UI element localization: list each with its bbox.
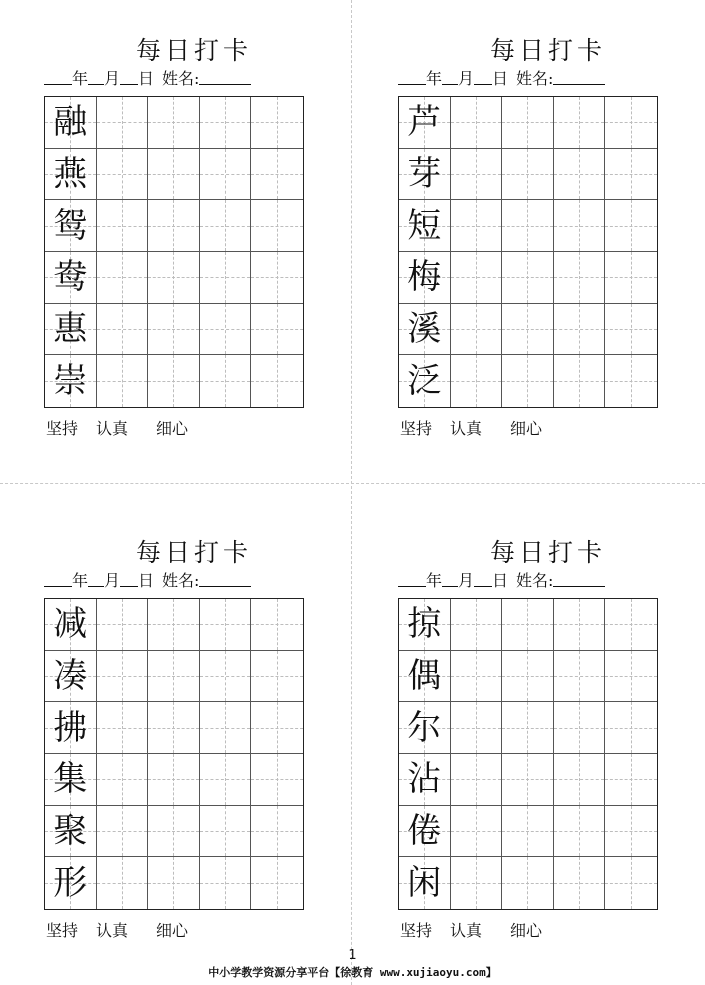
model-char-cell: [45, 252, 97, 304]
model-char: 崇: [53, 361, 88, 402]
practice-cell[interactable]: [251, 149, 303, 201]
practice-cell[interactable]: [200, 355, 252, 407]
practice-cell[interactable]: [554, 252, 606, 304]
model-char-cell: [399, 355, 451, 407]
practice-cell[interactable]: [451, 304, 503, 356]
date-name-line: [398, 570, 698, 592]
practice-cell[interactable]: [605, 304, 657, 356]
practice-cell[interactable]: [554, 355, 606, 407]
model-char: 溪: [407, 308, 442, 349]
practice-cell[interactable]: [97, 599, 149, 651]
practice-cell[interactable]: [200, 149, 252, 201]
model-char-cell: [399, 806, 451, 858]
model-char: 燕: [53, 153, 88, 194]
practice-cell[interactable]: [251, 200, 303, 252]
practice-cell[interactable]: [200, 857, 252, 909]
practice-cell[interactable]: [502, 651, 554, 703]
model-char: 尔: [407, 707, 442, 748]
model-char-cell: [45, 304, 97, 356]
practice-cell[interactable]: [251, 97, 303, 149]
practice-cell[interactable]: [97, 149, 149, 201]
practice-cell[interactable]: [605, 857, 657, 909]
model-char: 短: [407, 205, 442, 246]
motto-earnest: 认真: [450, 419, 483, 438]
practice-cell[interactable]: [251, 304, 303, 356]
name-label: 姓名:: [162, 69, 200, 88]
practice-cell[interactable]: [148, 304, 200, 356]
motto-persist: 坚持: [46, 419, 79, 438]
practice-cell[interactable]: [502, 857, 554, 909]
practice-cell[interactable]: [97, 651, 149, 703]
day-blank[interactable]: [474, 571, 492, 587]
practice-cell[interactable]: [200, 599, 252, 651]
date-name-line: [44, 570, 344, 592]
practice-cell[interactable]: [554, 651, 606, 703]
model-char-cell: [399, 149, 451, 201]
practice-cell[interactable]: [200, 806, 252, 858]
model-char-cell: [45, 806, 97, 858]
model-char-cell: [399, 304, 451, 356]
model-char: 梅: [407, 257, 442, 298]
practice-cell[interactable]: [200, 651, 252, 703]
practice-cell[interactable]: [148, 702, 200, 754]
practice-cell[interactable]: [97, 806, 149, 858]
motto-earnest: 认真: [96, 921, 129, 940]
practice-cell[interactable]: [451, 149, 503, 201]
motto-careful: 细心: [156, 419, 189, 438]
motto-persist: 坚持: [400, 921, 433, 940]
month-label: 月: [104, 69, 121, 88]
practice-cell[interactable]: [502, 200, 554, 252]
practice-cell[interactable]: [554, 857, 606, 909]
practice-cell[interactable]: [451, 651, 503, 703]
model-char-cell: [45, 857, 97, 909]
practice-cell[interactable]: [605, 702, 657, 754]
practice-cell[interactable]: [251, 806, 303, 858]
footer-credit: 中小学教学资源分享平台【徐教育 www.xujiaoyu.com】: [208, 966, 497, 979]
practice-cell[interactable]: [148, 857, 200, 909]
day-label: 日: [138, 571, 155, 590]
model-char-cell: [399, 252, 451, 304]
practice-cell[interactable]: [251, 252, 303, 304]
card-title: 每日打卡: [489, 538, 606, 567]
model-char: 形: [53, 863, 88, 904]
practice-cell[interactable]: [451, 754, 503, 806]
model-char: 沾: [407, 759, 442, 800]
model-char: 偶: [407, 655, 442, 696]
motto-line: [46, 920, 346, 942]
practice-cell[interactable]: [605, 599, 657, 651]
practice-cell[interactable]: [451, 200, 503, 252]
model-char: 闲: [407, 863, 442, 904]
practice-cell[interactable]: [605, 355, 657, 407]
practice-cell[interactable]: [502, 149, 554, 201]
practice-cell[interactable]: [554, 304, 606, 356]
motto-persist: 坚持: [400, 419, 433, 438]
practice-cell[interactable]: [97, 702, 149, 754]
model-char-cell: [399, 651, 451, 703]
year-label: 年: [426, 571, 443, 590]
model-char-cell: [399, 702, 451, 754]
practice-cell[interactable]: [97, 355, 149, 407]
year-blank[interactable]: [398, 69, 426, 85]
practice-cell[interactable]: [502, 304, 554, 356]
practice-grid: [398, 96, 658, 408]
model-char-cell: [45, 97, 97, 149]
month-label: 月: [458, 571, 475, 590]
date-name-line: [398, 68, 698, 90]
practice-cell[interactable]: [502, 599, 554, 651]
practice-cell[interactable]: [97, 857, 149, 909]
practice-cell[interactable]: [251, 599, 303, 651]
model-char-cell: [45, 355, 97, 407]
day-label: 日: [492, 571, 509, 590]
day-label: 日: [138, 69, 155, 88]
name-blank[interactable]: [199, 571, 251, 587]
practice-cell[interactable]: [554, 702, 606, 754]
motto-line: [400, 920, 700, 942]
model-char-cell: [45, 702, 97, 754]
practice-cell[interactable]: [251, 355, 303, 407]
practice-cell[interactable]: [148, 599, 200, 651]
practice-cell[interactable]: [502, 754, 554, 806]
practice-cell[interactable]: [554, 599, 606, 651]
model-char: 减: [53, 604, 88, 645]
name-label: 姓名:: [162, 571, 200, 590]
practice-cell[interactable]: [605, 754, 657, 806]
practice-cell[interactable]: [554, 806, 606, 858]
year-blank[interactable]: [398, 571, 426, 587]
year-label: 年: [72, 69, 89, 88]
practice-grid: [44, 598, 304, 910]
model-char: 融: [53, 102, 88, 143]
checkin-card: [44, 0, 344, 460]
year-label: 年: [72, 571, 89, 590]
practice-cell[interactable]: [148, 252, 200, 304]
name-blank[interactable]: [553, 571, 605, 587]
practice-cell[interactable]: [148, 651, 200, 703]
motto-careful: 细心: [156, 921, 189, 940]
month-blank[interactable]: [88, 571, 104, 587]
practice-cell[interactable]: [605, 806, 657, 858]
practice-cell[interactable]: [97, 200, 149, 252]
card-title: 每日打卡: [489, 36, 606, 65]
year-blank[interactable]: [44, 69, 72, 85]
model-char: 芽: [407, 153, 442, 194]
practice-cell[interactable]: [502, 97, 554, 149]
practice-cell[interactable]: [502, 355, 554, 407]
checkin-card: [44, 502, 344, 962]
date-name-line: [44, 68, 344, 90]
practice-cell[interactable]: [148, 806, 200, 858]
model-char-cell: [45, 651, 97, 703]
practice-cell[interactable]: [451, 97, 503, 149]
name-label: 姓名:: [516, 571, 554, 590]
practice-cell[interactable]: [451, 355, 503, 407]
practice-cell[interactable]: [605, 200, 657, 252]
model-char-cell: [45, 149, 97, 201]
practice-cell[interactable]: [451, 857, 503, 909]
practice-cell[interactable]: [554, 754, 606, 806]
model-char-cell: [399, 599, 451, 651]
practice-cell[interactable]: [451, 252, 503, 304]
practice-cell[interactable]: [451, 702, 503, 754]
model-char-cell: [45, 200, 97, 252]
practice-cell[interactable]: [554, 97, 606, 149]
model-char: 凑: [53, 655, 88, 696]
model-char: 倦: [407, 810, 442, 851]
practice-cell[interactable]: [251, 702, 303, 754]
model-char: 惠: [53, 308, 88, 349]
practice-cell[interactable]: [200, 702, 252, 754]
day-blank[interactable]: [120, 571, 138, 587]
practice-grid: [398, 598, 658, 910]
practice-cell[interactable]: [200, 304, 252, 356]
checkin-card: [398, 0, 698, 460]
motto-earnest: 认真: [450, 921, 483, 940]
name-label: 姓名:: [516, 69, 554, 88]
practice-cell[interactable]: [97, 97, 149, 149]
day-blank[interactable]: [474, 69, 492, 85]
model-char: 集: [53, 759, 88, 800]
model-char: 掠: [407, 604, 442, 645]
model-char: 拂: [53, 707, 88, 748]
horizontal-cut-line: [0, 483, 705, 484]
month-label: 月: [458, 69, 475, 88]
practice-cell[interactable]: [451, 806, 503, 858]
practice-grid: [44, 96, 304, 408]
motto-careful: 细心: [510, 419, 543, 438]
practice-cell[interactable]: [502, 806, 554, 858]
practice-cell[interactable]: [605, 149, 657, 201]
practice-cell[interactable]: [554, 149, 606, 201]
month-blank[interactable]: [442, 571, 458, 587]
page-number: 1: [348, 948, 357, 963]
motto-persist: 坚持: [46, 921, 79, 940]
practice-cell[interactable]: [605, 252, 657, 304]
day-blank[interactable]: [120, 69, 138, 85]
checkin-card: [398, 502, 698, 962]
month-blank[interactable]: [442, 69, 458, 85]
model-char: 芦: [407, 102, 442, 143]
practice-cell[interactable]: [502, 252, 554, 304]
model-char: 鸳: [53, 205, 88, 246]
practice-cell[interactable]: [148, 97, 200, 149]
model-char-cell: [399, 200, 451, 252]
model-char-cell: [399, 754, 451, 806]
day-label: 日: [492, 69, 509, 88]
motto-line: [46, 418, 346, 440]
practice-cell[interactable]: [605, 97, 657, 149]
practice-cell[interactable]: [502, 702, 554, 754]
year-blank[interactable]: [44, 571, 72, 587]
practice-cell[interactable]: [200, 97, 252, 149]
practice-cell[interactable]: [148, 149, 200, 201]
practice-cell[interactable]: [148, 200, 200, 252]
name-blank[interactable]: [199, 69, 251, 85]
model-char: 鸯: [53, 257, 88, 298]
practice-cell[interactable]: [148, 754, 200, 806]
motto-line: [400, 418, 700, 440]
model-char-cell: [45, 599, 97, 651]
practice-cell[interactable]: [200, 754, 252, 806]
practice-cell[interactable]: [251, 754, 303, 806]
model-char: 聚: [53, 810, 88, 851]
practice-cell[interactable]: [251, 651, 303, 703]
card-title: 每日打卡: [135, 36, 252, 65]
year-label: 年: [426, 69, 443, 88]
model-char-cell: [45, 754, 97, 806]
model-char: 泛: [407, 361, 442, 402]
practice-cell[interactable]: [451, 599, 503, 651]
practice-cell[interactable]: [605, 651, 657, 703]
name-blank[interactable]: [553, 69, 605, 85]
practice-cell[interactable]: [148, 355, 200, 407]
month-blank[interactable]: [88, 69, 104, 85]
model-char-cell: [399, 97, 451, 149]
practice-cell[interactable]: [200, 200, 252, 252]
practice-cell[interactable]: [251, 857, 303, 909]
practice-cell[interactable]: [97, 304, 149, 356]
practice-cell[interactable]: [554, 200, 606, 252]
practice-cell[interactable]: [97, 252, 149, 304]
practice-cell[interactable]: [200, 252, 252, 304]
motto-careful: 细心: [510, 921, 543, 940]
practice-cell[interactable]: [97, 754, 149, 806]
month-label: 月: [104, 571, 121, 590]
motto-earnest: 认真: [96, 419, 129, 438]
card-title: 每日打卡: [135, 538, 252, 567]
vertical-cut-line: [351, 0, 352, 985]
model-char-cell: [399, 857, 451, 909]
